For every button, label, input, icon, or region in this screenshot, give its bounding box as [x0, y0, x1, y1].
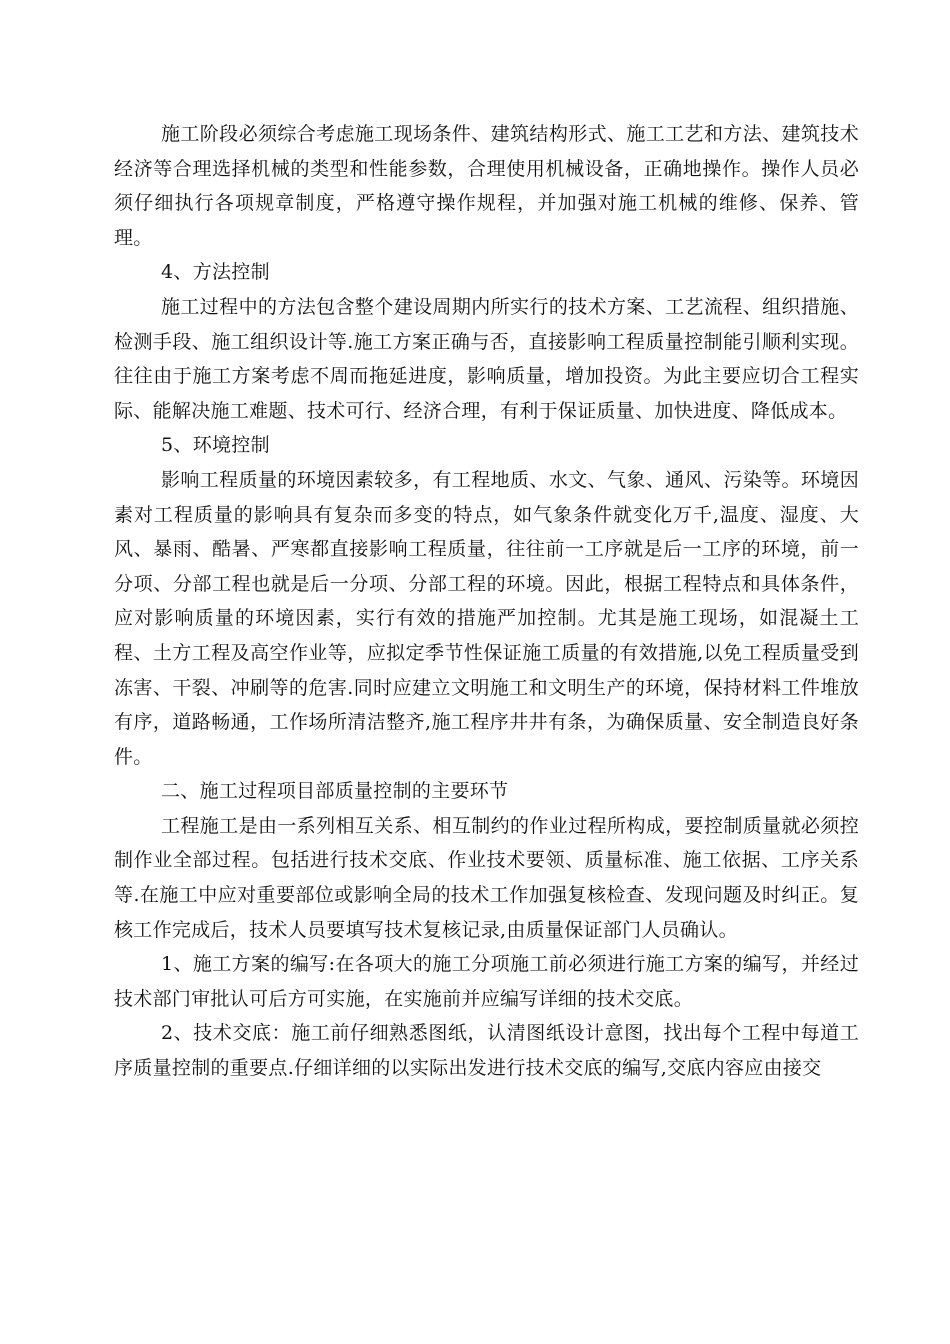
paragraph-technical-disclosure: 2、技术交底：施工前仔细熟悉图纸，认清图纸设计意图，找出每个工程中每道工序质量控制的重要点.仔细详细的以实际出发进行技术交底的编写,交底内容应由接交: [114, 1022, 859, 1080]
paragraph-method-control: 施工过程中的方法包含整个建设周期内所实行的技术方案、工艺流程、组织措施、检测手段、施工组织设计等.施工方案正确与否，直接影响工程质量控制能引顺利实现。往往由于施工方案考虑不周而拖延进度，影响质量，增加投资。为此主要应切合工程实际、能解决施工难题、技术可行、经济合理，有利于保证质量、加快进度、降低成本。: [114, 295, 859, 422]
paragraph-key-links: 工程施工是由一系列相互关系、相互制约的作业过程所构成，要控制质量就必须控制作业全部过程。包括进行技术交底、作业技术要领、质量标准、施工依据、工序关系等.在施工中应对重要部位或影响全局的技术工作加强复核检查、发现问题及时纠正。复核工作完成后，技术人员要填写技术复核记录,由质量保证部门人员确认。: [114, 814, 859, 941]
paragraph-machinery-operation: 施工阶段必须综合考虑施工现场条件、建筑结构形式、施工工艺和方法、建筑技术经济等合理选择机械的类型和性能参数，合理使用机械设备，正确地操作。操作人员必须仔细执行各项规章制度，严格遵守操作规程，并加强对施工机械的维修、保养、管理。: [114, 123, 859, 249]
paragraph-environment-control: 影响工程质量的环境因素较多，有工程地质、水文、气象、通风、污染等。环境因素对工程质量的影响具有复杂而多变的特点，如气象条件就变化万千,温度、湿度、大风、暴雨、酷暑、严寒都直接影响工程质量，往往前一工序就是后一工序的环境，前一分项、分部工程也就是后一分项、分部工程的环境。因此，根据工程特点和具体条件，应对影响质量的环境因素，实行有效的措施严加控制。尤其是施工现场，如混凝土工程、土方工程及高空作业等，应拟定季节性保证施工质量的有效措施,以免工程质量受到冻害、干裂、冲刷等的危害.同时应建立文明施工和文明生产的环境，保持材料工件堆放有序，道路畅通，工作场所清洁整齐,施工程序井井有条，为确保质量、安全制造良好条件。: [114, 468, 859, 768]
heading-key-links: 二、施工过程项目部质量控制的主要环节: [161, 780, 509, 803]
paragraph-construction-plan: 1、施工方案的编写:在各项大的施工分项施工前必须进行施工方案的编写，并经过技术部门审批认可后方可实施，在实施前并应编写详细的技术交底。: [114, 953, 859, 1010]
heading-method-control: 4、方法控制: [161, 261, 270, 284]
document-body: [114, 117, 859, 1086]
heading-environment-control: 5、环境控制: [161, 434, 270, 457]
